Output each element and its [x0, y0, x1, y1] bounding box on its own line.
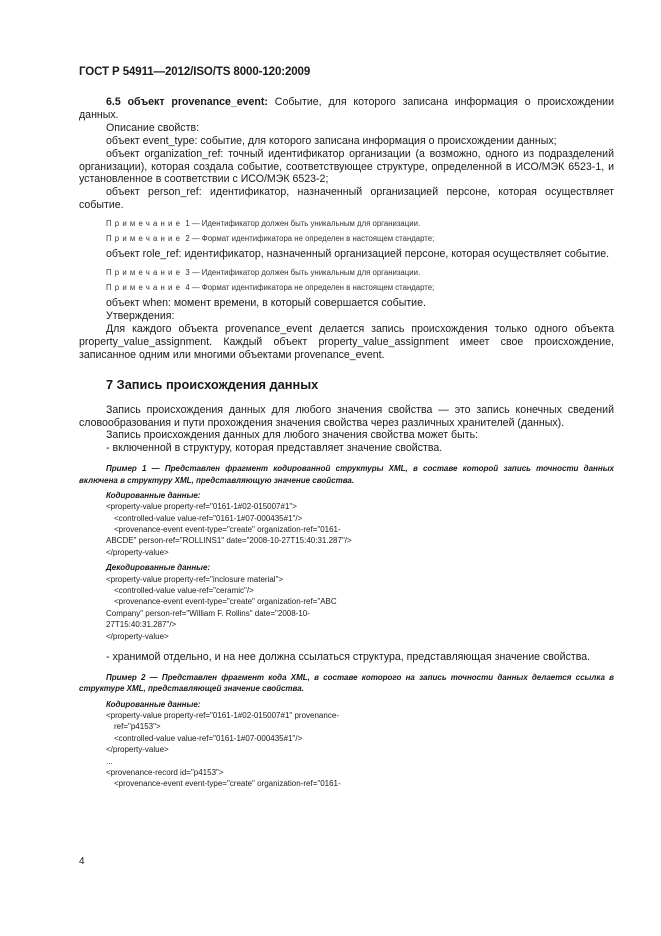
code-line: </property-value>: [106, 631, 169, 641]
coded-data-label: Кодированные данные:: [106, 490, 201, 500]
note-text: 1 — Идентификатор должен быть уникальным для организации.: [185, 219, 421, 229]
note-text: 2 — Формат идентификатора не определен в настоящем стандарте;: [185, 234, 435, 244]
assertions-label: Утверждения:: [106, 309, 175, 322]
section-7-para-2: Запись происхождения данных для любого значения свойства может быть:: [106, 429, 479, 442]
code-line: <controlled-value value-ref="0161-1#07-000435#1"/>: [114, 513, 303, 523]
note-label: Примечание: [106, 234, 184, 244]
coded-data-label: Кодированные данные:: [106, 699, 201, 709]
property-role-ref: объект role_ref: идентификатор, назначенный организацией персоне, которая осуществляет событие.: [106, 248, 610, 261]
code-line: </property-value>: [106, 745, 169, 755]
property-organization-ref: объект organization_ref: точный идентификатор организации (а возможно, одного из подразделений организации), которая создала событие, соответствующее структуре, определенной в ИСО/МЭК 6523-1, и установленное в соответствии с ИСО/МЭК 6523-2;: [79, 147, 614, 186]
code-line: <property-value property-ref="0161-1#02-015007#1" provenance-: [106, 711, 339, 720]
note-label: Примечание: [106, 219, 184, 229]
code-line: </property-value>: [106, 547, 169, 557]
code-line: <property-value property-ref="inclosure material">: [106, 574, 284, 584]
document-body: [79, 96, 614, 790]
section-7-title: 7 Запись происхождения данных: [106, 376, 319, 392]
code-line: <provenance-event event-type="create" organization-ref="0161-: [114, 779, 341, 789]
note-label: Примечание: [106, 283, 184, 293]
note-4: [79, 282, 614, 293]
example-1-caption: Пример 1 — Представлен фрагмент кодированной структуры XML, в составе которой запись точности данных включена в структуру XML, представляющую значение свойства.: [79, 464, 614, 485]
section-6-5-term: 6.5 объект provenance_event:: [106, 96, 268, 108]
section-6-5-definition: Событие, для которого записана информация о происхождении данных.: [79, 96, 615, 121]
list-item-embedded: - включенной в структуру, которая представляет значение свойства.: [106, 442, 443, 455]
property-event-type: объект event_type: событие, для которого записана информация о происхождении данных;: [106, 134, 557, 147]
note-text: 3 — Идентификатор должен быть уникальным для организации.: [185, 268, 421, 278]
note-3: [79, 267, 614, 278]
note-1: [79, 218, 614, 229]
properties-label: Описание свойств:: [106, 121, 200, 134]
note-label: Примечание: [106, 268, 184, 278]
section-6-5-heading: [79, 96, 614, 122]
code-line: <controlled-value value-ref="0161-1#07-000435#1"/>: [114, 733, 303, 743]
code-line: <provenance-event event-type="create" organization-ref="0161-: [114, 525, 341, 535]
note-2: [79, 233, 614, 244]
code-line: ref="p4153">: [114, 722, 161, 732]
example-1-coded: [79, 490, 614, 558]
document-header: ГОСТ Р 54911—2012/ISO/TS 8000-120:2009: [79, 66, 311, 78]
example-2-caption: Пример 2 — Представлен фрагмент кода XML, в составе которого на запись точности данных делается ссылка в структуре XML, представляющей значение свойства.: [79, 673, 614, 694]
code-line: Company" person-ref="William F. Rollins" date="2008-10-: [106, 608, 310, 618]
code-line: <property-value property-ref="0161-1#02-015007#1">: [106, 502, 297, 512]
code-line: <provenance-record id="p4153">: [106, 768, 224, 778]
example-1-decoded: [79, 562, 614, 642]
code-line: <controlled-value value-ref="ceramic"/>: [114, 586, 254, 596]
property-person-ref: объект person_ref: идентификатор, назначенный организацией персоне, которая осуществляет событие.: [79, 186, 614, 212]
note-text: 4 — Формат идентификатора не определен в настоящем стандарте;: [185, 283, 435, 293]
section-7-para-1: Запись происхождения данных для любого значения свойства — это запись конечных сведений словообразования и пути прохождения значения свойства через различных хранителей (данных).: [79, 403, 614, 429]
code-line: ...: [106, 756, 113, 766]
decoded-data-label: Декодированные данные:: [106, 563, 211, 573]
code-line: <provenance-event event-type="create" organization-ref="ABC: [114, 597, 337, 607]
code-line: 27T15:40:31.287"/>: [106, 620, 177, 630]
page-number: 4: [79, 856, 85, 867]
example-2-coded: [79, 699, 614, 790]
list-item-separate: - хранимой отдельно, и на нее должна ссылаться структура, представляющая значение свойства.: [106, 651, 591, 664]
assertions-text: Для каждого объекта provenance_event делается запись происхождения только одного объекта property_value_assignment. Каждый объект property_value_assignment имеет свое происхождение, записанное одним или многими объектами provenance_event.: [79, 322, 614, 361]
code-line: ABCDE" person-ref="ROLLINS1" date="2008-10-27T15:40:31.287"/>: [106, 536, 352, 546]
property-when: объект when: момент времени, в который совершается событие.: [106, 297, 426, 310]
